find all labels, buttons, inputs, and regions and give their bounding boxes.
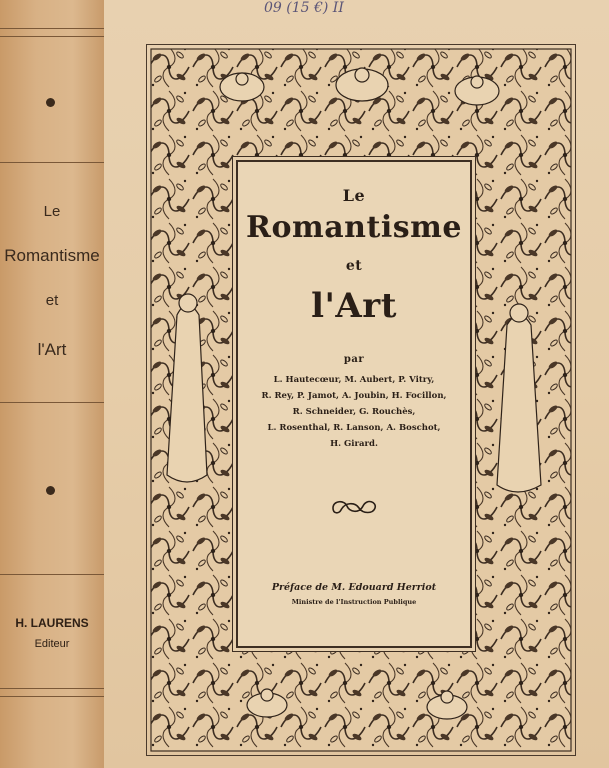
title-romantisme: Romantisme (246, 210, 462, 245)
ornament-flourish-icon (238, 496, 470, 518)
spine-rule (0, 36, 104, 37)
author-list (238, 372, 470, 452)
spine-rule (0, 574, 104, 575)
title-art: l'Art (311, 286, 397, 326)
spine-dot-bottom (46, 486, 55, 495)
spine-title-et: et (45, 292, 59, 309)
spine-publisher: H. LAURENS (15, 616, 89, 630)
spine-rule (0, 696, 104, 697)
title-et: et (345, 258, 363, 274)
author-line: R. Rey, P. Jamot, A. Joubin, H. Focillon, (261, 391, 447, 401)
preface-subtitle: Ministre de l'Instruction Publique (291, 598, 417, 606)
spine-dot-top (46, 98, 55, 107)
spine-title-romantisme: Romantisme (4, 246, 100, 265)
author-line: H. Girard. (330, 439, 378, 449)
author-par: par (343, 354, 365, 365)
handwritten-note: 09 (15 €) II (264, 0, 344, 16)
spine-rule (0, 28, 104, 29)
spine-rule (0, 162, 104, 163)
spine-title-le: Le (43, 203, 61, 220)
author-line: R. Schneider, G. Rouchès, (292, 407, 416, 417)
author-line: L. Rosenthal, R. Lanson, A. Boschot, (267, 423, 441, 433)
author-line: L. Hautecœur, M. Aubert, P. Vitry, (273, 375, 435, 385)
spine-title-art: l'Art (37, 340, 67, 359)
book-spine (0, 0, 105, 768)
spine-rule (0, 688, 104, 689)
title-le: Le (342, 186, 366, 205)
book-cover (104, 0, 609, 768)
spine-rule (0, 402, 104, 403)
spine-publisher-editeur: Editeur (34, 638, 70, 650)
preface-line: Préface de M. Edouard Herriot (271, 582, 437, 593)
title-panel (236, 160, 472, 648)
